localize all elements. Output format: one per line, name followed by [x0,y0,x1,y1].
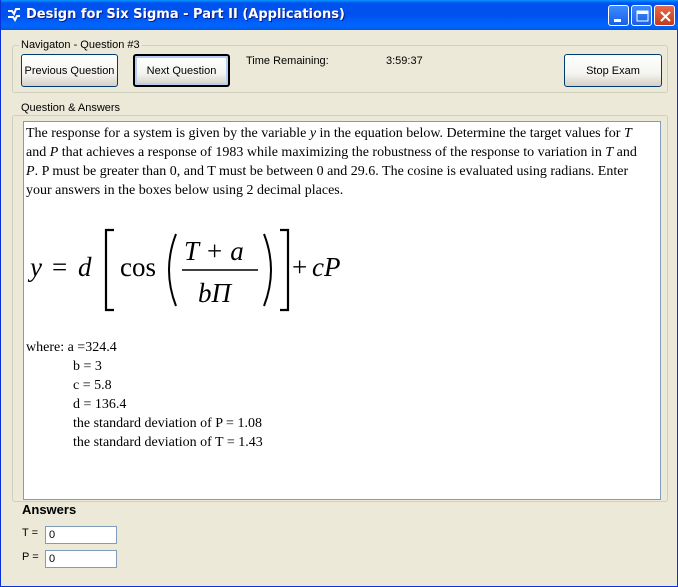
minimize-icon [609,6,630,27]
formula-equals: = [52,252,68,282]
left-paren [169,234,176,306]
question-text-part: in the equation below. Determine the target values for [316,126,624,141]
formula-numerator: T + a [184,236,244,266]
close-icon [655,6,676,27]
where-line: where: a =324.4 [26,340,117,355]
question-text-part: and [26,145,50,160]
maximize-icon [632,6,653,27]
question-text-part: . P must be greater than 0, and T must be between 0 and 29.6. The cosine is evaluated using radians. Enter your answers in the boxes below using 2 decimal places. [26,164,629,198]
time-remaining-value: 3:59:37 [386,55,423,67]
title-bar[interactable] [1,0,678,30]
next-question-label: Next Question [146,64,217,77]
variable-p: P [26,164,35,179]
question-text [26,124,646,200]
where-line: b = 3 [73,359,102,374]
formula-cp: cP [312,252,341,282]
p-label: P = [22,551,39,563]
where-line: c = 5.8 [73,378,112,393]
previous-question-button[interactable] [21,54,118,87]
answers-title: Answers [22,502,77,517]
question-text-part: and [613,145,637,160]
response-formula [26,226,366,316]
close-button[interactable] [654,5,675,26]
formula-cos: cos [120,252,156,282]
left-bracket [106,230,114,310]
t-answer-input[interactable] [45,526,117,544]
variable-y: y [309,126,317,141]
t-label: T = [22,527,39,539]
formula-denominator: bΠ [198,278,231,308]
where-line: the standard deviation of P = 1.08 [73,416,262,431]
variable-t: T [605,145,614,160]
time-remaining-label: Time Remaining: [246,55,329,67]
variable-t: T [623,126,632,141]
question-text-part: The response for a system is given by the variable [26,126,310,141]
right-paren [264,234,271,306]
minimize-button[interactable] [608,5,629,26]
where-list [26,338,263,452]
question-text-part: that achieves a response of 1983 while maximizing the robustness of the response to variation in [58,145,606,160]
question-panel[interactable] [23,121,661,500]
maximize-button[interactable] [631,5,652,26]
app-icon [6,7,22,23]
question-group-label: Question & Answers [21,102,121,114]
variable-p: P [49,145,59,160]
formula-d: d [78,252,92,282]
where-line: d = 136.4 [73,397,127,412]
formula-plus: + [292,252,308,282]
right-bracket [280,230,288,310]
p-answer-input[interactable] [45,550,117,568]
navigation-group-label: Navigaton - Question #3 [21,39,140,51]
stop-exam-button[interactable] [564,54,662,87]
next-question-button[interactable] [133,54,230,87]
formula-y: y [30,252,42,282]
window-title: Design for Six Sigma - Part II (Applications) [26,7,345,22]
where-line: the standard deviation of T = 1.43 [73,435,263,450]
stop-exam-label: Stop Exam [586,64,640,77]
previous-question-label: Previous Question [24,64,115,77]
